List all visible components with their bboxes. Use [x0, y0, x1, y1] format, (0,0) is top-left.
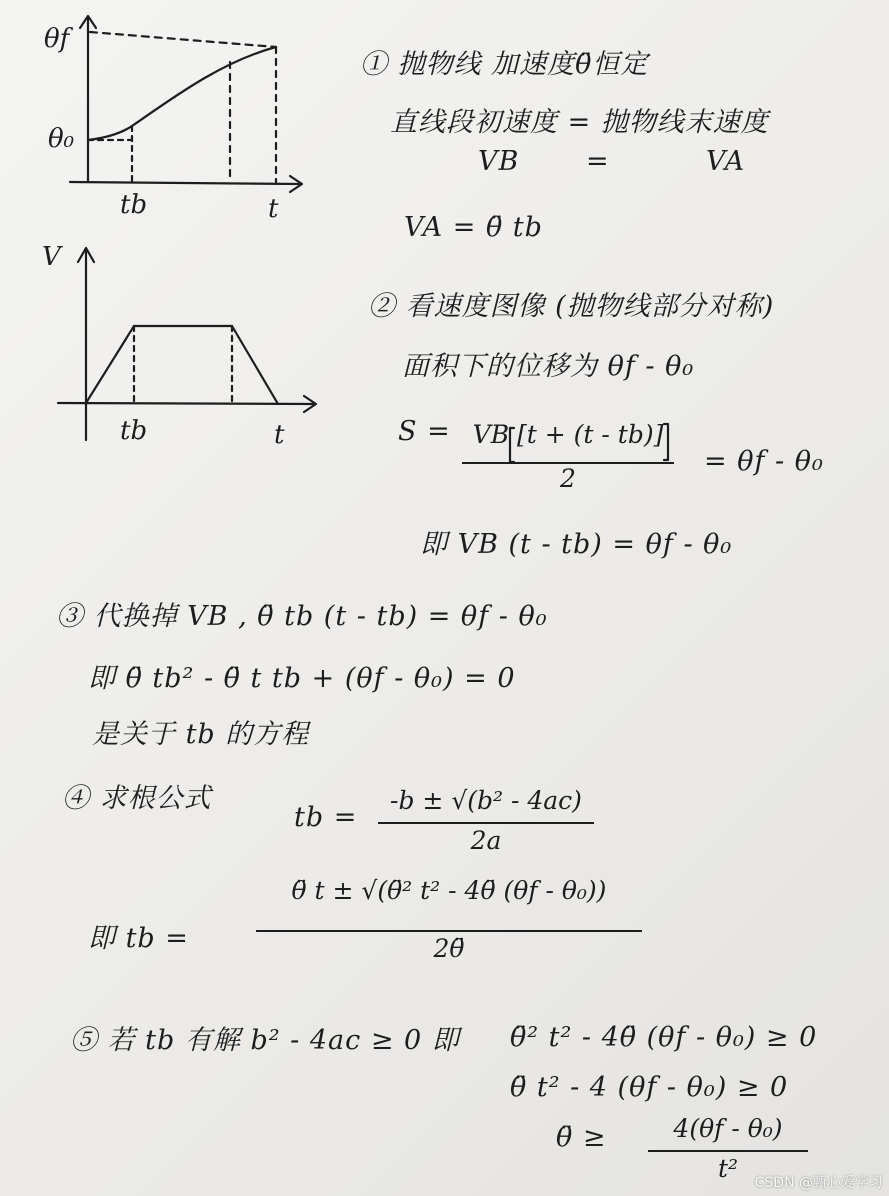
s1-title: ① 抛物线 加速度θ̈恒定 — [360, 49, 649, 80]
s2-numerator: VB [t + (t - tb)] — [472, 420, 664, 449]
s5-row2: θ̈ t² - 4 (θf - θ₀) ≥ 0 — [510, 1072, 789, 1103]
s4-f2-lhs: 即 tb = — [88, 923, 189, 954]
s2-line4: 即 VB (t - tb) = θf - θ₀ — [420, 529, 733, 560]
s2-title: ② 看速度图像 (抛物线部分对称) — [368, 291, 775, 322]
s2-rhs: = θf - θ₀ — [704, 446, 824, 477]
s1-line4: VA = θ̈ tb — [404, 212, 543, 243]
s2-s-label: S = — [398, 416, 451, 447]
graph2-y-label: V — [42, 242, 61, 272]
s4-f1-lhs: tb = — [294, 802, 358, 833]
s4-f2-denominator: 2θ̈ — [433, 934, 465, 963]
graph2-tb-label: tb — [120, 416, 148, 446]
s2-line2: 面积下的位移为 θf - θ₀ — [402, 351, 695, 382]
graph1-tb-label: tb — [120, 190, 148, 220]
watermark: CSDN @甄心爱学习 — [754, 1175, 883, 1191]
graph1-t-label: t — [268, 194, 279, 224]
s1-line2: 直线段初速度 = 抛物线末速度 — [390, 107, 769, 138]
s5-row1: θ̈² t² - 4θ̈ (θf - θ₀) ≥ 0 — [510, 1022, 818, 1053]
s4-f2-numerator: θ̈ t ± √(θ̈² t² - 4θ̈ (θf - θ₀)) — [291, 876, 607, 905]
graph2-velocity — [86, 326, 278, 404]
graph2-x-axis — [58, 403, 314, 404]
s4-f1-denominator: 2a — [470, 826, 502, 855]
graph1-theta0-label: θ₀ — [48, 124, 75, 154]
s4-f2-fraction-bar — [256, 930, 642, 932]
s5-row3-denominator: t² — [717, 1154, 739, 1183]
s1-va: VA — [706, 146, 746, 177]
s4-title: ④ 求根公式 — [62, 783, 212, 814]
graph1-x-axis — [70, 182, 300, 184]
graph1-top-dash — [90, 32, 276, 47]
s2-denominator: 2 — [560, 464, 576, 493]
s1-vb: VB — [478, 146, 520, 177]
s4-f1-numerator: -b ± √(b² - 4ac) — [390, 786, 582, 815]
s5-title: ⑤ 若 tb 有解 b² - 4ac ≥ 0 即 — [70, 1025, 460, 1056]
s1-eq: = — [586, 146, 610, 177]
s5-row3-numerator: 4(θf - θ₀) — [673, 1114, 783, 1143]
graph2-t-label: t — [274, 420, 285, 450]
s5-row3-fraction-bar — [648, 1150, 808, 1152]
graph1-y-label: θf — [44, 24, 70, 54]
s3-title: ③ 代换掉 VB , θ̈ tb (t - tb) = θf - θ₀ — [56, 601, 548, 632]
s4-f1-fraction-bar — [378, 822, 594, 824]
s3-line2: 即 θ̈ tb² - θ̈ t tb + (θf - θ₀) = 0 — [88, 663, 516, 694]
s5-row3-lhs: θ̈ ≥ — [556, 1122, 607, 1153]
graph1-curve — [88, 47, 276, 140]
s3-line3: 是关于 tb 的方程 — [92, 719, 310, 750]
